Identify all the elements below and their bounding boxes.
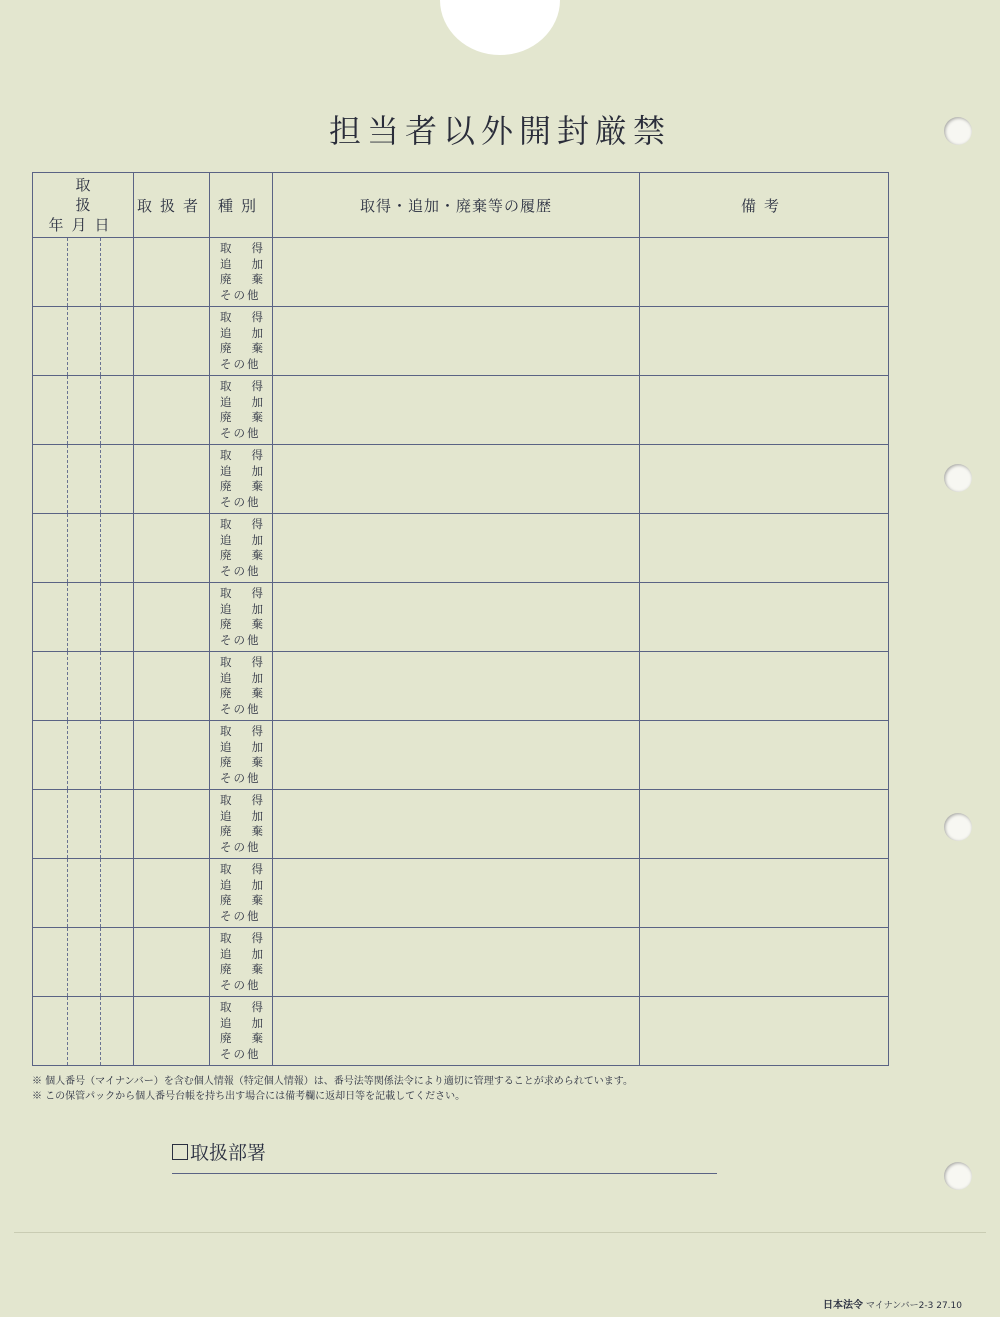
kind-acquire-b: 得 xyxy=(251,310,265,324)
date-divider xyxy=(67,376,68,444)
kind-acquire-a: 取 xyxy=(220,241,234,255)
kind-add-a: 追 xyxy=(220,808,234,823)
kind-acquire-a: 取 xyxy=(220,655,234,669)
kind-other: その他 xyxy=(220,701,261,716)
kind-cell[interactable] xyxy=(210,790,273,859)
history-cell[interactable] xyxy=(273,376,640,445)
kind-add-b: 加 xyxy=(251,739,265,754)
kind-discard-b: 棄 xyxy=(251,341,265,355)
kind-acquire-a: 取 xyxy=(220,310,234,324)
publisher-logo: 日本法令 xyxy=(823,1300,864,1311)
kind-cell[interactable] xyxy=(210,583,273,652)
kind-acquire-b: 得 xyxy=(251,517,265,531)
kind-cell[interactable] xyxy=(210,445,273,514)
kind-acquire-a: 取 xyxy=(220,724,234,738)
history-cell[interactable] xyxy=(273,238,640,307)
kind-acquire-b: 得 xyxy=(251,793,265,807)
binder-hole xyxy=(944,813,972,841)
table-row xyxy=(33,514,889,583)
handler-cell[interactable] xyxy=(134,652,210,721)
remarks-cell[interactable] xyxy=(640,376,889,445)
remarks-cell[interactable] xyxy=(640,307,889,376)
kind-acquire-b: 得 xyxy=(251,586,265,600)
kind-discard-b: 棄 xyxy=(251,962,265,976)
remarks-cell[interactable] xyxy=(640,583,889,652)
footer xyxy=(823,1296,962,1311)
date-divider xyxy=(67,307,68,375)
remarks-cell[interactable] xyxy=(640,238,889,307)
checkbox[interactable] xyxy=(172,1144,188,1160)
binder-hole xyxy=(944,1162,972,1190)
history-cell[interactable] xyxy=(273,445,640,514)
date-cell[interactable] xyxy=(33,790,134,859)
handler-cell[interactable] xyxy=(134,583,210,652)
kind-other: その他 xyxy=(220,563,261,578)
handler-cell[interactable] xyxy=(134,307,210,376)
kind-acquire-a: 取 xyxy=(220,931,234,945)
date-divider xyxy=(67,514,68,582)
kind-other: その他 xyxy=(220,1046,261,1061)
remarks-cell[interactable] xyxy=(640,445,889,514)
header-date-top: 取扱 xyxy=(75,176,125,214)
handler-cell[interactable] xyxy=(134,721,210,790)
fold-line xyxy=(14,1232,986,1233)
binder-hole xyxy=(944,464,972,492)
date-divider xyxy=(67,445,68,513)
notes xyxy=(32,1074,633,1104)
date-divider xyxy=(100,928,101,996)
kind-add-a: 追 xyxy=(220,601,234,616)
kind-cell[interactable] xyxy=(210,928,273,997)
date-divider xyxy=(100,238,101,306)
kind-acquire-b: 得 xyxy=(251,862,265,876)
header-kind: 種別 xyxy=(210,173,273,238)
remarks-cell[interactable] xyxy=(640,859,889,928)
handling-history-table xyxy=(32,172,889,1066)
date-divider xyxy=(67,583,68,651)
kind-discard-a: 廃 xyxy=(220,410,234,424)
kind-other: その他 xyxy=(220,632,261,647)
date-cell[interactable] xyxy=(33,859,134,928)
kind-discard-b: 棄 xyxy=(251,410,265,424)
date-cell[interactable] xyxy=(33,445,134,514)
table-row xyxy=(33,376,889,445)
remarks-cell[interactable] xyxy=(640,652,889,721)
table-row xyxy=(33,790,889,859)
date-cell[interactable] xyxy=(33,307,134,376)
kind-discard-a: 廃 xyxy=(220,824,234,838)
date-divider xyxy=(100,445,101,513)
kind-add-a: 追 xyxy=(220,739,234,754)
date-divider xyxy=(100,859,101,927)
remarks-cell[interactable] xyxy=(640,790,889,859)
kind-add-a: 追 xyxy=(220,256,234,271)
kind-add-a: 追 xyxy=(220,463,234,478)
date-cell[interactable] xyxy=(33,238,134,307)
kind-acquire-b: 得 xyxy=(251,931,265,945)
kind-cell[interactable] xyxy=(210,376,273,445)
date-divider xyxy=(67,790,68,858)
remarks-cell[interactable] xyxy=(640,997,889,1066)
header-handler: 取扱者 xyxy=(134,173,210,238)
remarks-cell[interactable] xyxy=(640,721,889,790)
date-divider xyxy=(67,859,68,927)
kind-cell[interactable] xyxy=(210,514,273,583)
department-label: 取扱部署 xyxy=(190,1142,267,1164)
history-cell[interactable] xyxy=(273,514,640,583)
kind-acquire-b: 得 xyxy=(251,655,265,669)
table-row xyxy=(33,445,889,514)
kind-add-b: 加 xyxy=(251,946,265,961)
history-cell[interactable] xyxy=(273,307,640,376)
kind-cell[interactable] xyxy=(210,997,273,1066)
table-row xyxy=(33,652,889,721)
handler-cell[interactable] xyxy=(134,376,210,445)
kind-acquire-a: 取 xyxy=(220,793,234,807)
kind-add-b: 加 xyxy=(251,325,265,340)
kind-other: その他 xyxy=(220,908,261,923)
kind-other: その他 xyxy=(220,770,261,785)
kind-add-b: 加 xyxy=(251,1015,265,1030)
history-cell[interactable] xyxy=(273,859,640,928)
header-history: 取得・追加・廃棄等の履歴 xyxy=(273,173,640,238)
date-divider xyxy=(100,583,101,651)
kind-cell[interactable] xyxy=(210,859,273,928)
table-row xyxy=(33,928,889,997)
date-divider xyxy=(100,376,101,444)
handler-cell[interactable] xyxy=(134,790,210,859)
history-cell[interactable] xyxy=(273,583,640,652)
note-line: ※ この保管パックから個人番号台帳を持ち出す場合には備考欄に返却日等を記載してください。 xyxy=(32,1091,466,1102)
kind-add-b: 加 xyxy=(251,877,265,892)
kind-cell[interactable] xyxy=(210,238,273,307)
table-row xyxy=(33,238,889,307)
table-row xyxy=(33,583,889,652)
date-cell[interactable] xyxy=(33,652,134,721)
date-cell[interactable] xyxy=(33,997,134,1066)
kind-discard-a: 廃 xyxy=(220,686,234,700)
kind-discard-a: 廃 xyxy=(220,962,234,976)
kind-discard-b: 棄 xyxy=(251,617,265,631)
kind-add-a: 追 xyxy=(220,670,234,685)
kind-discard-a: 廃 xyxy=(220,617,234,631)
kind-acquire-a: 取 xyxy=(220,517,234,531)
table-row xyxy=(33,997,889,1066)
date-divider xyxy=(100,721,101,789)
kind-add-a: 追 xyxy=(220,1015,234,1030)
kind-discard-a: 廃 xyxy=(220,893,234,907)
department-field[interactable] xyxy=(172,1138,717,1174)
date-divider xyxy=(100,307,101,375)
history-cell[interactable] xyxy=(273,997,640,1066)
header-remarks: 備考 xyxy=(640,173,889,238)
thumb-notch xyxy=(440,0,560,55)
kind-add-b: 加 xyxy=(251,670,265,685)
kind-other: その他 xyxy=(220,977,261,992)
kind-discard-b: 棄 xyxy=(251,686,265,700)
table-header-row xyxy=(33,173,889,238)
history-cell[interactable] xyxy=(273,721,640,790)
kind-add-a: 追 xyxy=(220,946,234,961)
history-cell[interactable] xyxy=(273,928,640,997)
kind-discard-a: 廃 xyxy=(220,1031,234,1045)
date-divider xyxy=(67,652,68,720)
header-handling-date xyxy=(33,173,134,238)
date-divider xyxy=(67,721,68,789)
kind-acquire-a: 取 xyxy=(220,1000,234,1014)
kind-other: その他 xyxy=(220,425,261,440)
kind-add-a: 追 xyxy=(220,325,234,340)
kind-acquire-b: 得 xyxy=(251,448,265,462)
edition-date: 27.10 xyxy=(936,1301,962,1311)
table-row xyxy=(33,859,889,928)
date-cell[interactable] xyxy=(33,928,134,997)
kind-discard-a: 廃 xyxy=(220,272,234,286)
kind-cell[interactable] xyxy=(210,652,273,721)
kind-discard-a: 廃 xyxy=(220,548,234,562)
kind-cell[interactable] xyxy=(210,721,273,790)
kind-acquire-a: 取 xyxy=(220,448,234,462)
handler-cell[interactable] xyxy=(134,859,210,928)
kind-acquire-b: 得 xyxy=(251,379,265,393)
date-divider xyxy=(67,997,68,1065)
product-code: マイナンバー2-3 xyxy=(865,1301,934,1311)
date-divider xyxy=(67,238,68,306)
kind-discard-a: 廃 xyxy=(220,479,234,493)
kind-discard-a: 廃 xyxy=(220,755,234,769)
date-cell[interactable] xyxy=(33,376,134,445)
kind-other: その他 xyxy=(220,287,261,302)
date-divider xyxy=(100,514,101,582)
kind-other: その他 xyxy=(220,356,261,371)
date-cell[interactable] xyxy=(33,583,134,652)
handler-cell[interactable] xyxy=(134,514,210,583)
kind-add-b: 加 xyxy=(251,256,265,271)
kind-acquire-a: 取 xyxy=(220,379,234,393)
date-cell[interactable] xyxy=(33,721,134,790)
handler-cell[interactable] xyxy=(134,238,210,307)
kind-add-b: 加 xyxy=(251,532,265,547)
kind-add-b: 加 xyxy=(251,394,265,409)
note-line: ※ 個人番号（マイナンバー）を含む個人情報（特定個人情報）は、番号法等関係法令により適切に管理することが求められています。 xyxy=(32,1076,633,1087)
date-divider xyxy=(67,928,68,996)
kind-other: その他 xyxy=(220,839,261,854)
page-title: 担当者以外開封厳禁 xyxy=(328,112,671,150)
table-body xyxy=(33,238,889,1066)
kind-discard-a: 廃 xyxy=(220,341,234,355)
handler-cell[interactable] xyxy=(134,997,210,1066)
table-row xyxy=(33,307,889,376)
kind-acquire-b: 得 xyxy=(251,241,265,255)
kind-discard-b: 棄 xyxy=(251,1031,265,1045)
date-divider xyxy=(100,790,101,858)
history-cell[interactable] xyxy=(273,790,640,859)
remarks-cell[interactable] xyxy=(640,514,889,583)
kind-discard-b: 棄 xyxy=(251,893,265,907)
kind-discard-b: 棄 xyxy=(251,272,265,286)
kind-add-b: 加 xyxy=(251,601,265,616)
kind-add-a: 追 xyxy=(220,532,234,547)
header-date-bottom: 年月日 xyxy=(48,216,118,234)
kind-discard-b: 棄 xyxy=(251,824,265,838)
history-cell[interactable] xyxy=(273,652,640,721)
handler-cell[interactable] xyxy=(134,445,210,514)
kind-discard-b: 棄 xyxy=(251,548,265,562)
date-cell[interactable] xyxy=(33,514,134,583)
kind-discard-b: 棄 xyxy=(251,479,265,493)
kind-cell[interactable] xyxy=(210,307,273,376)
kind-add-a: 追 xyxy=(220,877,234,892)
handler-cell[interactable] xyxy=(134,928,210,997)
table-row xyxy=(33,721,889,790)
kind-acquire-b: 得 xyxy=(251,724,265,738)
kind-other: その他 xyxy=(220,494,261,509)
date-divider xyxy=(100,652,101,720)
kind-acquire-a: 取 xyxy=(220,586,234,600)
date-divider xyxy=(100,997,101,1065)
remarks-cell[interactable] xyxy=(640,928,889,997)
kind-add-b: 加 xyxy=(251,808,265,823)
kind-acquire-b: 得 xyxy=(251,1000,265,1014)
kind-discard-b: 棄 xyxy=(251,755,265,769)
kind-acquire-a: 取 xyxy=(220,862,234,876)
kind-add-a: 追 xyxy=(220,394,234,409)
kind-add-b: 加 xyxy=(251,463,265,478)
